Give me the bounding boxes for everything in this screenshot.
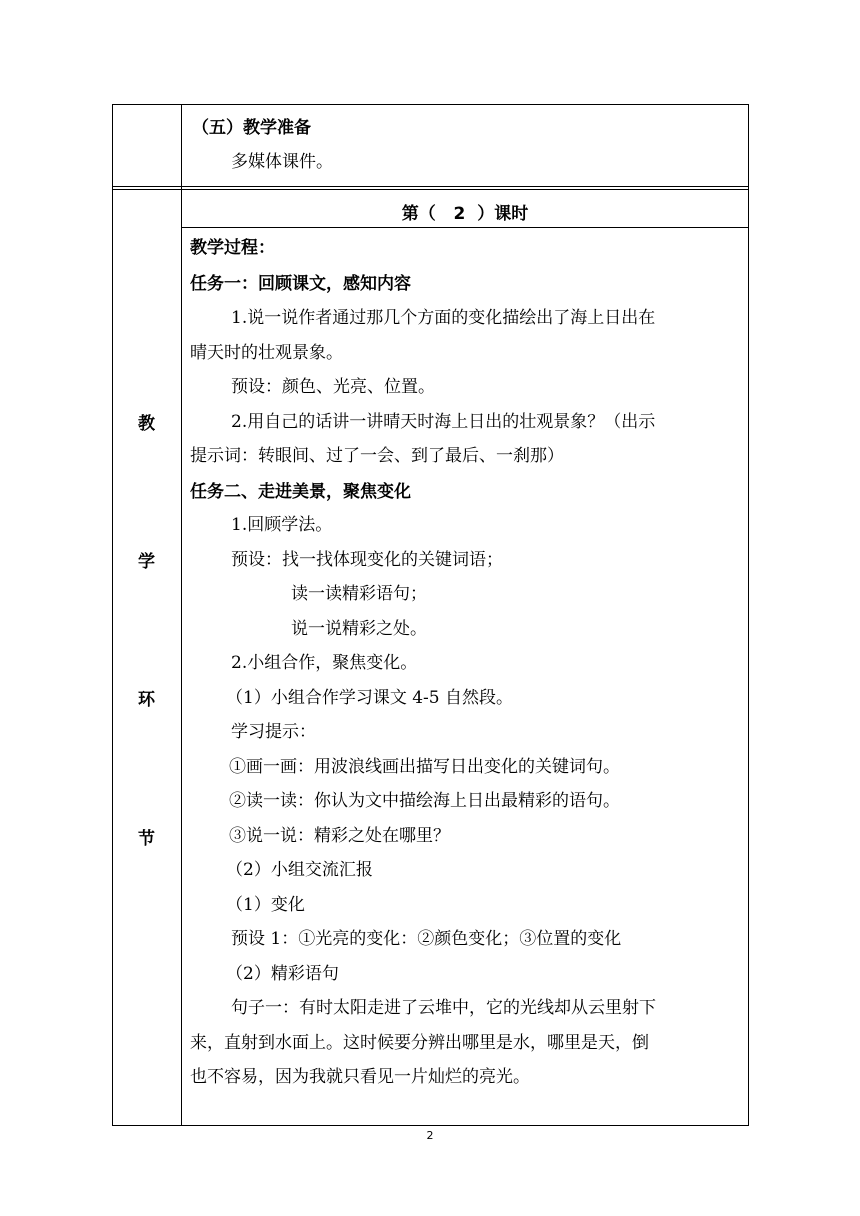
body-line: （2）小组交流汇报 [226,860,373,880]
side-label-char: 环 [138,690,155,710]
body-line: （1）变化 [226,895,305,915]
body-line: （2）精彩语句 [226,964,339,984]
section-title: 第（ 2 ）课时 [401,204,529,224]
prep-heading: （五）教学准备 [192,118,311,138]
body-line: 学习提示： [231,722,316,742]
row-divider [181,227,749,228]
body-line: （1）小组合作学习课文 4-5 自然段。 [226,688,513,708]
body-line: 晴天时的壮观景象。 [190,343,343,363]
body-line: ③说一说：精彩之处在哪里？ [229,826,450,846]
body-line: 句子一：有时太阳走进了云堆中，它的光线却从云里射下 [231,998,656,1018]
body-line: 1.说一说作者通过那几个方面的变化描绘出了海上日出在 [231,308,656,328]
body-line: 读一读精彩语句； [291,584,427,604]
body-line: 来，直射到水面上。这时候要分辨出哪里是水，哪里是天，倒 [190,1033,649,1053]
prep-content: 多媒体课件。 [231,152,333,172]
body-line: 说一说精彩之处。 [291,619,427,639]
body-line: 任务二、走进美景，聚焦变化 [190,482,411,502]
body-line: 2.用自己的话讲一讲晴天时海上日出的壮观景象？（出示 [231,412,656,432]
body-line: 1.回顾学法。 [231,515,333,535]
page-number: 2 [426,1129,434,1142]
body-line: 教学过程： [190,238,275,258]
body-line: 提示词：转眼间、过了一会、到了最后、一刹那） [190,446,564,466]
row-divider [112,189,749,190]
body-line: ①画一画：用波浪线画出描写日出变化的关键词句。 [229,757,620,777]
body-line: 2.小组合作，聚焦变化。 [231,653,418,673]
body-line: ②读一读：你认为文中描绘海上日出最精彩的语句。 [229,791,620,811]
body-line: 也不容易，因为我就只看见一片灿烂的亮光。 [190,1067,530,1087]
side-label-char: 节 [138,829,155,849]
side-label-char: 教 [138,414,155,434]
row-divider [112,186,749,187]
column-divider [181,104,182,1126]
body-line: 预设：找一找体现变化的关键词语； [231,550,503,570]
body-line: 预设：颜色、光亮、位置。 [231,377,435,397]
body-line: 预设 1：①光亮的变化：②颜色变化；③位置的变化 [231,929,622,949]
side-label-char: 学 [138,552,155,572]
body-line: 任务一：回顾课文，感知内容 [190,274,411,294]
